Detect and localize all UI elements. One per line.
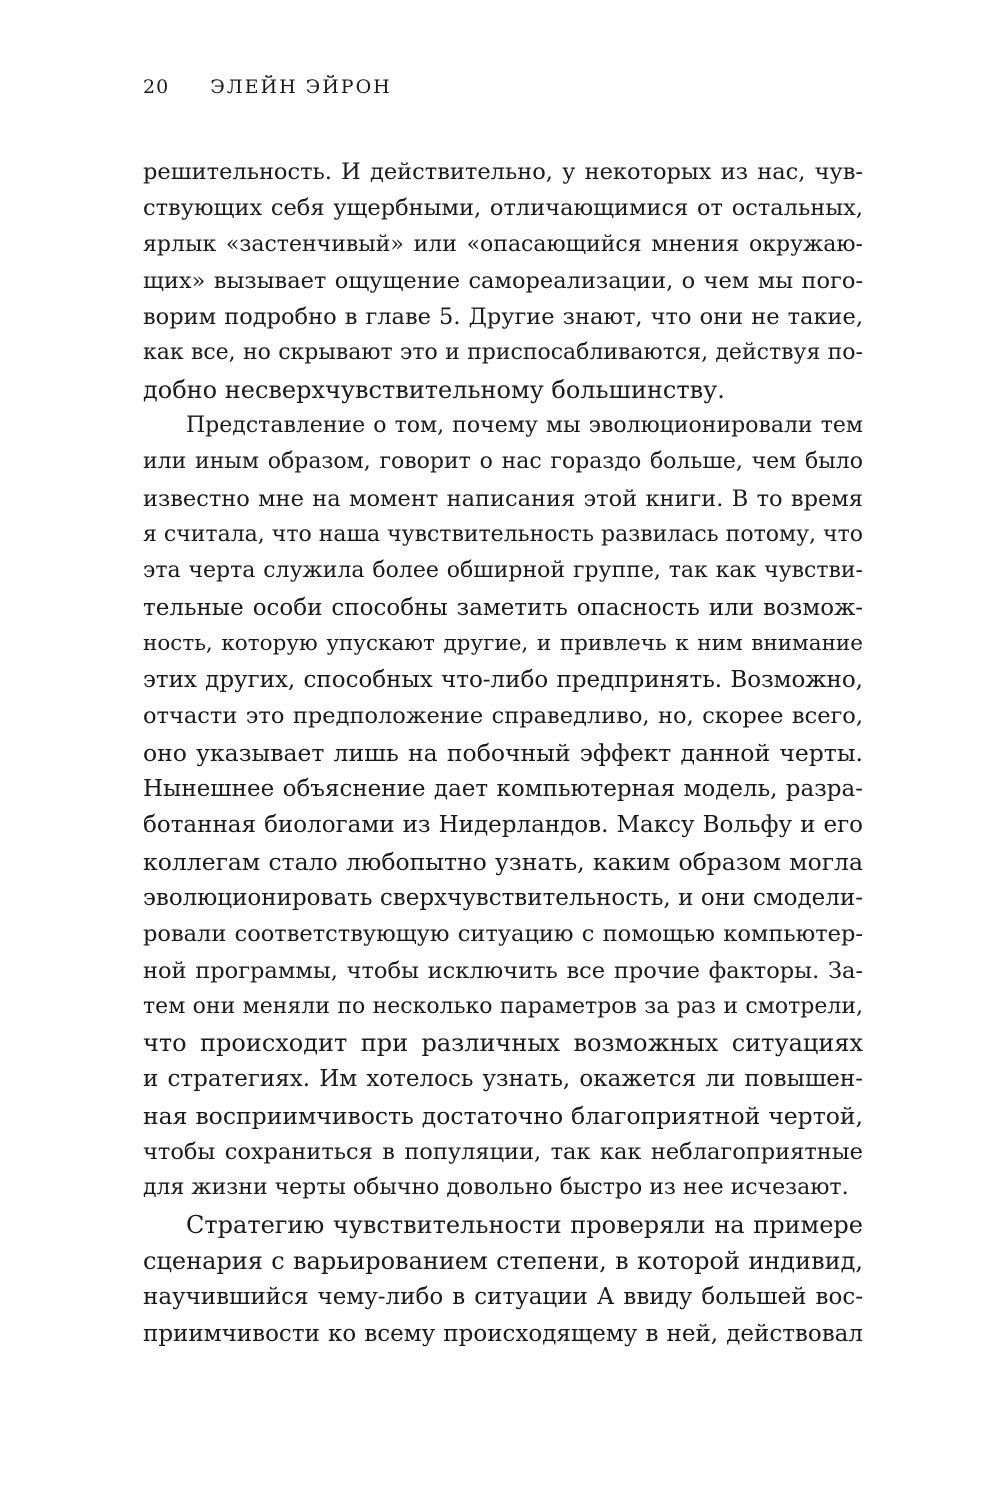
paragraph-1 (143, 154, 863, 408)
text-line: Представление о том, почему мы эволюционировали тем (186, 413, 863, 439)
text-line: ность, которую упускают другие, и привлечь к ним внимание (143, 630, 863, 656)
text-line: ворим подробно в главе 5. Другие знают, что они не такие, (143, 304, 863, 331)
text-line: добно несверхчувствительному большинству. (143, 375, 725, 404)
text-line: коллегам стало любопытно узнать, каким образом могла (143, 847, 863, 876)
text-line: ная восприимчивость достаточно благоприятной чертой, (143, 1101, 863, 1130)
text-line: что происходит при различных возможных ситуациях (143, 1029, 863, 1058)
page-number: 20 (143, 76, 170, 98)
text-line: эволюционировать сверхчувствительность, и они смодели- (143, 884, 863, 911)
text-line: тельные особи способны заметить опасность или возмож- (143, 594, 863, 621)
text-line: как все, но скрывают это и приспосабливаются, действуя по- (143, 340, 863, 366)
text-line: ровали соответствующую ситуацию с помощью компьютер- (143, 921, 863, 948)
running-head-author: ЭЛЕЙН ЭЙРОН (210, 76, 392, 98)
running-head (143, 76, 863, 106)
paragraph-2 (143, 408, 863, 1207)
text-line: ствующих себя ущербными, отличающимися от остальных, (143, 195, 863, 222)
text-line: или иным образом, говорит о нас гораздо больше, чем было (143, 449, 863, 475)
paragraph-3 (143, 1207, 863, 1352)
text-line: Нынешнее объяснение дает компьютерная модель, разра- (143, 776, 863, 803)
body-text (143, 154, 863, 1352)
text-line: решительность. И действительно, у некоторых из нас, чув- (143, 159, 863, 185)
text-line: ярлык «застенчивый» или «опасающийся мнения окружаю- (143, 231, 863, 257)
text-line: тем они меняли по несколько параметров за раз и смотрели, (143, 993, 863, 1019)
text-line: для жизни черты обычно довольно быстро из нее исчезают. (143, 1175, 849, 1201)
text-line: ботанная биологами из Нидерландов. Максу Вольфу и его (143, 812, 863, 839)
text-line: известно мне на момент написания этой книги. В то время (143, 485, 863, 512)
text-line: Стратегию чувствительности проверяли на примере (186, 1210, 863, 1239)
text-line: этих других, способных что-либо предпринять. Возможно, (143, 667, 863, 694)
text-line: оно указывает лишь на побочный эффект данной черты. (143, 738, 863, 767)
text-line: я считала, что наша чувствительность развилась потому, что (143, 521, 863, 547)
text-line: эта черта служила более обширной группе, так как чувстви- (143, 558, 863, 584)
text-line: научившийся чему-либо в ситуации А ввиду большей вос- (143, 1284, 863, 1311)
text-line: приимчивости ко всему происходящему в ней, действовал (143, 1320, 863, 1347)
text-line: сценария с варьированием степени, в которой индивид, (143, 1246, 863, 1275)
text-line: щих» вызывает ощущение самореализации, о чем мы пого- (143, 267, 863, 294)
text-line: чтобы сохраниться в популяции, так как неблагоприятные (143, 1139, 863, 1166)
text-line: и стратегиях. Им хотелось узнать, окажется ли повышен- (143, 1066, 863, 1093)
text-line: ной программы, чтобы исключить все прочие факторы. За- (143, 957, 863, 984)
text-line: отчасти это предположение справедливо, но, скорее всего, (143, 703, 863, 730)
